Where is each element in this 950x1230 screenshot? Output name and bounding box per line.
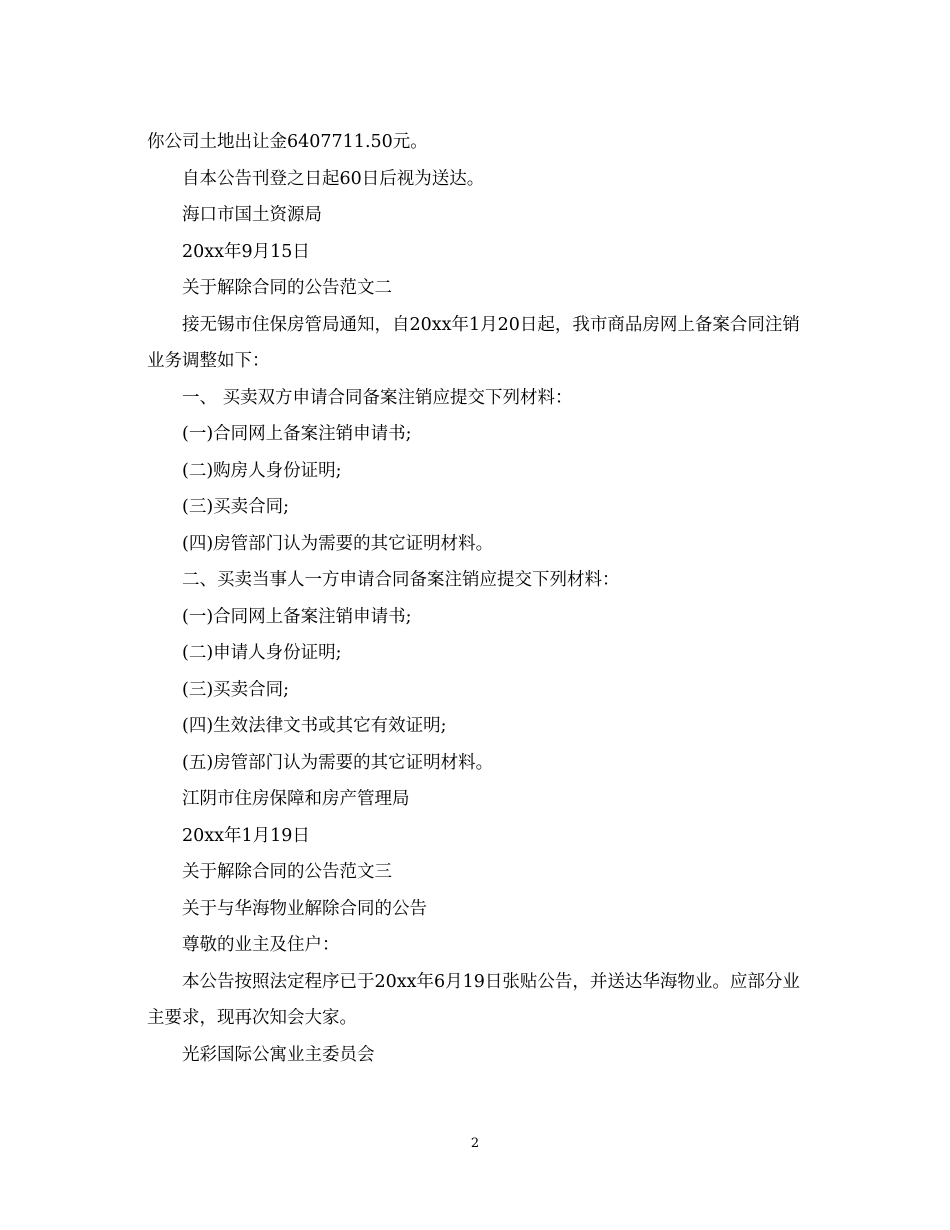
notice-title: 关于与华海物业解除合同的公告	[182, 898, 427, 919]
document-body	[147, 124, 807, 1073]
paragraph-land-fee: 你公司土地出让金6407711.50元。	[147, 132, 428, 152]
paragraph-date-1: 20xx年9月15日	[182, 241, 310, 262]
list-item: (二)购房人身份证明;	[182, 460, 342, 481]
list-item: (一)合同网上备案注销申请书;	[182, 424, 412, 444]
salutation: 尊敬的业主及住户：	[182, 935, 340, 955]
page-number: 2	[470, 1136, 480, 1151]
list-heading-1: 一、 买卖双方申请合同备案注销应提交下列材料：	[182, 387, 573, 408]
paragraph-date-2: 20xx年1月19日	[182, 825, 310, 846]
list-item: (二)申请人身份证明;	[182, 643, 342, 663]
paragraph-issuer-haikou: 海口市国土资源局	[182, 205, 322, 225]
paragraph-notice-body: 本公告按照法定程序已于20xx年6月19日张贴公告，并送达华海物业。应部分业主要求，现再次知会大家。	[147, 971, 800, 1028]
list-item: (四)房管部门认为需要的其它证明材料。	[182, 533, 494, 554]
section-heading-2: 关于解除合同的公告范文二	[182, 278, 392, 298]
list-item: (三)买卖合同;	[182, 497, 290, 517]
section-heading-3: 关于解除合同的公告范文三	[182, 862, 392, 882]
paragraph-wuxi-notice: 接无锡市住保房管局通知，自20xx年1月20日起，我市商品房网上备案合同注销业务调整如下：	[147, 314, 800, 371]
list-item: (三)买卖合同;	[182, 679, 290, 700]
paragraph-issuer-jiangyin: 江阴市住房保障和房产管理局	[182, 789, 410, 809]
list-item: (四)生效法律文书或其它有效证明;	[182, 716, 447, 736]
list-item: (一)合同网上备案注销申请书;	[182, 606, 412, 627]
paragraph-delivery-notice: 自本公告刊登之日起60日后视为送达。	[182, 168, 485, 189]
paragraph-issuer-committee: 光彩国际公寓业主委员会	[182, 1044, 375, 1065]
list-heading-2: 二、买卖当事人一方申请合同备案注销应提交下列材料：	[182, 570, 620, 590]
list-item: (五)房管部门认为需要的其它证明材料。	[182, 752, 494, 773]
